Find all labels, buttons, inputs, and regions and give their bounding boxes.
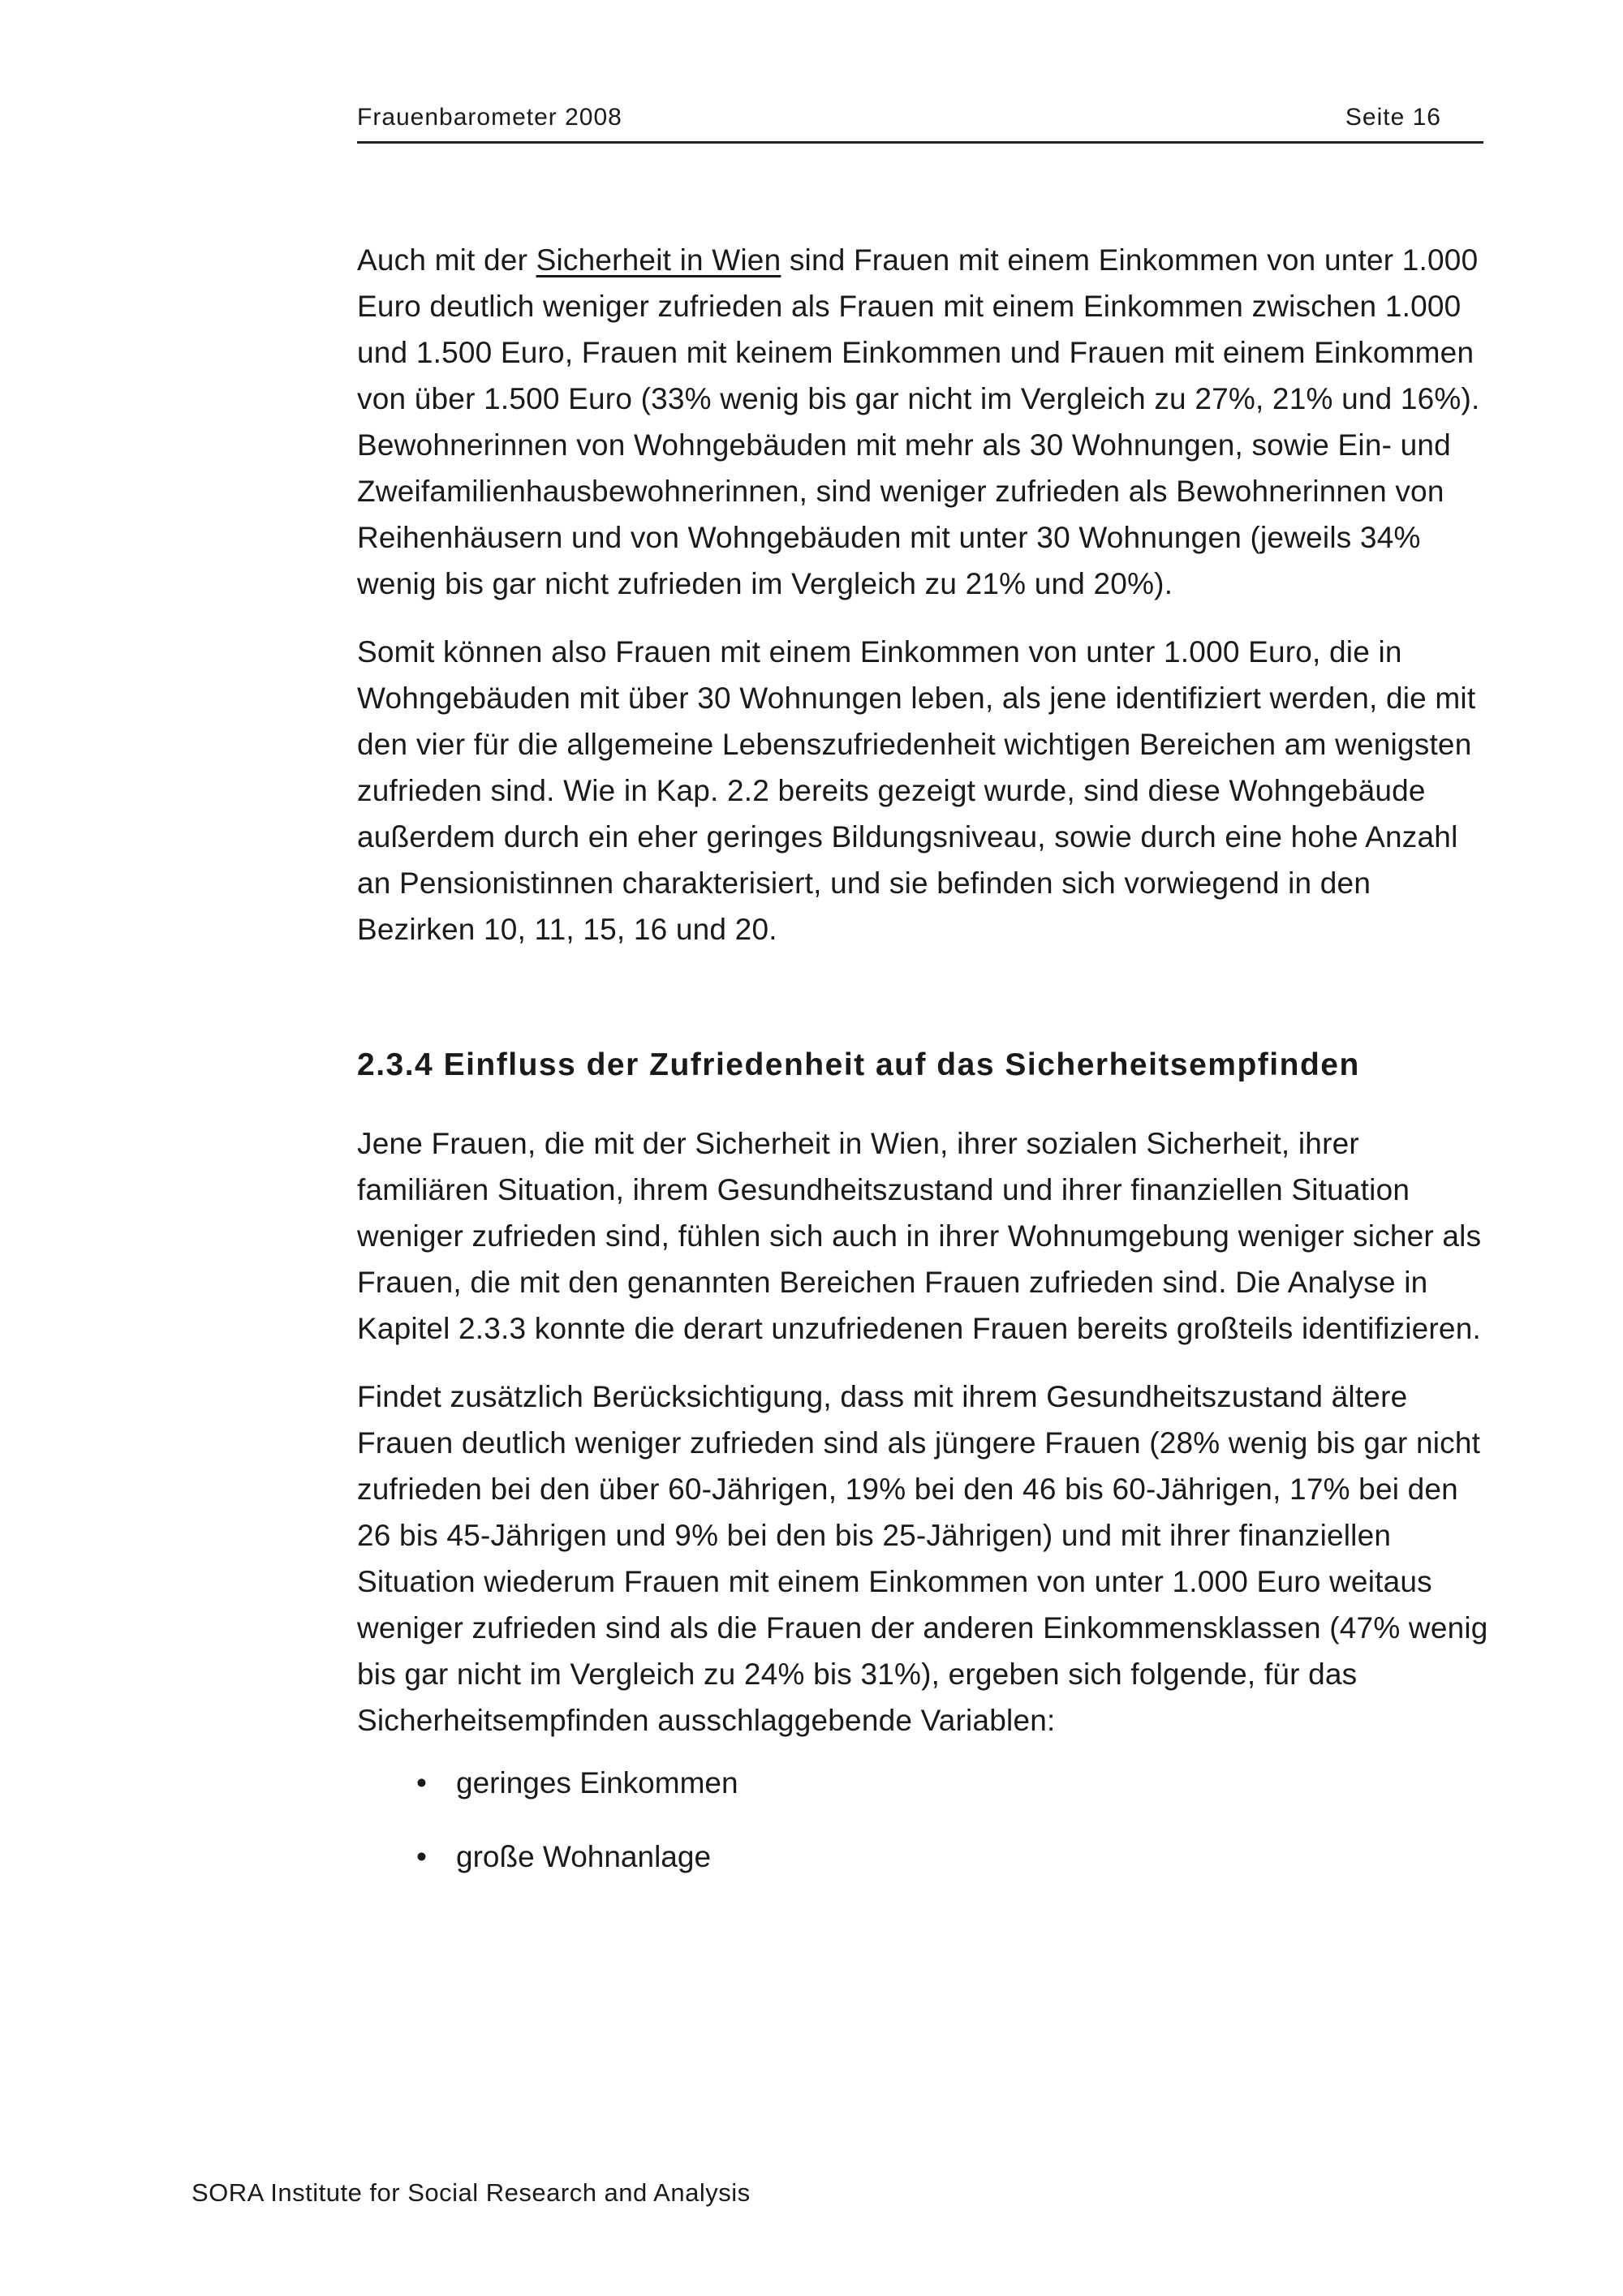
list-item-text: geringes Einkommen <box>456 1766 738 1799</box>
paragraph-dissatisfied-women: Jene Frauen, die mit der Sicherheit in Wien, ihrer sozialen Sicherheit, ihrer familiären Situation, ihrem Gesundheitszustand und ihrer finanziellen Situation weniger zufrieden sind, fühlen sich auch in ihrer Wohnumgebung weniger sicher als Frauen, die mit den genannten Bereichen Frauen zufrieden sind. Die Analyse in Kapitel 2.3.3 konnte die derart unzufriedenen Frauen bereits großteils identifizieren. <box>357 1127 1482 1345</box>
bullet-list <box>357 1760 1493 1880</box>
paragraph-identification: Somit können also Frauen mit einem Einkommen von unter 1.000 Euro, die in Wohngebäuden mit über 30 Wohnungen leben, als jene identifiziert werden, die mit den vier für die allgemeine Lebenszufriedenheit wichtigen Bereichen am wenigsten zufrieden sind. Wie in Kap. 2.2 bereits gezeigt wurde, sind diese Wohngebäude außerdem durch ein eher geringes Bildungsniveau, sowie durch eine hohe Anzahl an Pensionistinnen charakterisiert, und sie befinden sich vorwiegend in den Bezirken 10, 11, 15, 16 und 20. <box>357 635 1476 946</box>
paragraph-variables: Findet zusätzlich Berücksichtigung, dass mit ihrem Gesundheitszustand ältere Frauen deutlich weniger zufrieden sind als jüngere Frauen (28% wenig bis gar nicht zufrieden bei den über 60-Jährigen, 19% bei den 46 bis 60-Jährigen, 17% bei den 26 bis 45-Jährigen und 9% bei den bis 25-Jährigen) und mit ihrer finanziellen Situation wiederum Frauen mit einem Einkommen von unter 1.000 Euro weitaus weniger zufrieden sind als die Frauen der anderen Einkommensklassen (47% wenig bis gar nicht im Vergleich zu 24% bis 31%), ergeben sich folgende, für das Sicherheitsempfinden ausschlaggebende Variablen: <box>357 1380 1488 1737</box>
document-title: Frauenbarometer 2008 <box>357 104 622 131</box>
underlined-term: Sicherheit in Wien <box>536 243 781 277</box>
paragraph-intro-text: Auch mit der <box>357 243 536 277</box>
page-footer: SORA Institute for Social Research and Analysis <box>192 2178 751 2207</box>
list-item <box>357 1760 1493 1806</box>
page-header <box>357 101 1483 144</box>
page-number: Seite 16 <box>1345 104 1441 131</box>
section-heading: 2.3.4 Einfluss der Zufriedenheit auf das Sicherheitsempfinden <box>357 1047 1360 1082</box>
bullet-icon: • <box>416 1840 427 1873</box>
paragraph-safety-vienna <box>357 237 1493 607</box>
paragraph-body-text: sind Frauen mit einem Einkommen von unter 1.000 Euro deutlich weniger zufrieden als Frauen mit einem Einkommen zwischen 1.000 und 1.500 Euro, Frauen mit keinem Einkommen und Frauen mit einem Einkommen von über 1.500 Euro (33% wenig bis gar nicht im Vergleich zu 27%, 21% und 16%). Bewohnerinnen von Wohngebäuden mit mehr als 30 Wohnungen, sowie Ein- und Zweifamilienhausbewohnerinnen, sind weniger zufrieden als Bewohnerinnen von Reihenhäusern und von Wohngebäuden mit unter 30 Wohnungen (jeweils 34% wenig bis gar nicht zufrieden im Vergleich zu 21% und 20%). <box>357 243 1480 600</box>
list-item <box>357 1834 1493 1880</box>
main-content <box>357 237 1493 1907</box>
bullet-icon: • <box>416 1766 427 1799</box>
list-item-text: große Wohnanlage <box>456 1840 712 1873</box>
